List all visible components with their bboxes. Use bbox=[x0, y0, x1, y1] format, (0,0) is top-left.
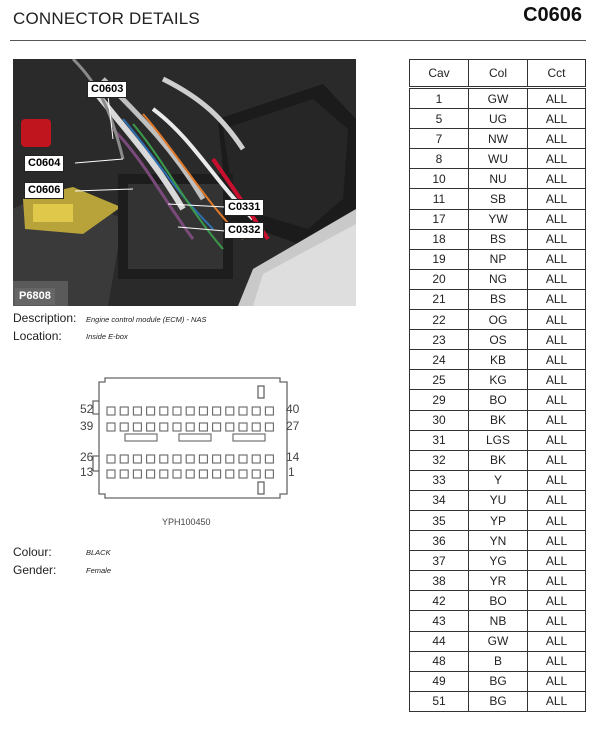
cct-cell: ALL bbox=[528, 691, 586, 711]
col-cell: OG bbox=[469, 310, 528, 330]
colour-value: BLACK bbox=[86, 548, 111, 557]
col-cell: LGS bbox=[469, 430, 528, 450]
header-divider bbox=[10, 40, 586, 41]
gender-value: Female bbox=[86, 566, 112, 575]
cct-cell: ALL bbox=[528, 129, 586, 149]
cct-cell: ALL bbox=[528, 551, 586, 571]
cav-cell: 34 bbox=[410, 490, 469, 510]
cct-cell: ALL bbox=[528, 88, 586, 109]
cct-cell: ALL bbox=[528, 510, 586, 530]
col-cell: YR bbox=[469, 571, 528, 591]
col-cell: BG bbox=[469, 671, 528, 691]
cav-cell: 18 bbox=[410, 229, 469, 249]
connector-pin bbox=[133, 423, 141, 431]
cct-cell: ALL bbox=[528, 490, 586, 510]
pin-label-40: 40 bbox=[286, 402, 300, 416]
col-cell: BO bbox=[469, 591, 528, 611]
cav-cell: 8 bbox=[410, 149, 469, 169]
cct-cell: ALL bbox=[528, 249, 586, 269]
cav-cell: 42 bbox=[410, 591, 469, 611]
callout-c0332: C0332 bbox=[224, 222, 264, 239]
cct-cell: ALL bbox=[528, 169, 586, 189]
connector-pin bbox=[173, 407, 181, 415]
table-row bbox=[410, 510, 586, 530]
connector-pin bbox=[213, 423, 221, 431]
cct-cell: ALL bbox=[528, 149, 586, 169]
col-cell: BO bbox=[469, 390, 528, 410]
col-cell: GW bbox=[469, 631, 528, 651]
table-row bbox=[410, 129, 586, 149]
description-label: Description: bbox=[13, 311, 77, 325]
connector-pin bbox=[199, 407, 207, 415]
col-cell: YN bbox=[469, 531, 528, 551]
col-cell: KB bbox=[469, 350, 528, 370]
callout-c0603: C0603 bbox=[87, 81, 127, 98]
connector-pin bbox=[186, 407, 194, 415]
pin-label-14: 14 bbox=[286, 450, 300, 464]
pin-label-26: 26 bbox=[80, 450, 94, 464]
table-row bbox=[410, 169, 586, 189]
table-header-row bbox=[410, 60, 586, 88]
connector-pin bbox=[199, 455, 207, 463]
table-row bbox=[410, 229, 586, 249]
connector-pin bbox=[147, 470, 155, 478]
connector-code: C0606 bbox=[523, 4, 582, 26]
callout-c0331: C0331 bbox=[224, 199, 264, 216]
pin-label-1: 1 bbox=[288, 465, 295, 479]
cav-cell: 22 bbox=[410, 310, 469, 330]
table-row bbox=[410, 310, 586, 330]
col-cell: Y bbox=[469, 470, 528, 490]
connector-pin bbox=[199, 423, 207, 431]
connector-pin bbox=[239, 423, 247, 431]
cav-cell: 23 bbox=[410, 330, 469, 350]
connector-pin bbox=[120, 455, 128, 463]
table-row bbox=[410, 450, 586, 470]
cav-cell: 48 bbox=[410, 651, 469, 671]
col-cell: GW bbox=[469, 88, 528, 109]
header-cav: Cav bbox=[410, 60, 469, 88]
connector-pin bbox=[160, 407, 168, 415]
cct-cell: ALL bbox=[528, 631, 586, 651]
cct-cell: ALL bbox=[528, 189, 586, 209]
header-col: Col bbox=[469, 60, 528, 88]
connector-pin bbox=[265, 455, 273, 463]
connector-face-diagram bbox=[75, 376, 315, 501]
cav-cell: 49 bbox=[410, 671, 469, 691]
connector-pin bbox=[173, 455, 181, 463]
cav-cell: 10 bbox=[410, 169, 469, 189]
cct-cell: ALL bbox=[528, 229, 586, 249]
description-value: Engine control module (ECM) - NAS bbox=[86, 315, 207, 324]
cav-cell: 43 bbox=[410, 611, 469, 631]
connector-pin bbox=[213, 470, 221, 478]
cav-cell: 7 bbox=[410, 129, 469, 149]
cav-cell: 1 bbox=[410, 88, 469, 109]
connector-pin bbox=[107, 455, 115, 463]
cav-cell: 30 bbox=[410, 410, 469, 430]
cav-cell: 35 bbox=[410, 510, 469, 530]
cav-cell: 44 bbox=[410, 631, 469, 651]
col-cell: NB bbox=[469, 611, 528, 631]
connector-pin bbox=[186, 455, 194, 463]
connector-pin bbox=[239, 470, 247, 478]
cct-cell: ALL bbox=[528, 410, 586, 430]
connector-pin bbox=[107, 423, 115, 431]
col-cell: SB bbox=[469, 189, 528, 209]
connector-pin bbox=[186, 423, 194, 431]
connector-pin bbox=[252, 455, 260, 463]
connector-pin bbox=[226, 455, 234, 463]
col-cell: YU bbox=[469, 490, 528, 510]
table-row bbox=[410, 88, 586, 109]
col-cell: UG bbox=[469, 109, 528, 129]
connector-pin bbox=[239, 455, 247, 463]
connector-pin bbox=[147, 455, 155, 463]
col-cell: KG bbox=[469, 370, 528, 390]
connector-location-photo bbox=[13, 59, 356, 306]
cct-cell: ALL bbox=[528, 209, 586, 229]
connector-pin bbox=[226, 470, 234, 478]
cav-cell: 29 bbox=[410, 390, 469, 410]
cav-cell: 21 bbox=[410, 289, 469, 309]
cct-cell: ALL bbox=[528, 571, 586, 591]
connector-pin bbox=[147, 423, 155, 431]
col-cell: NG bbox=[469, 269, 528, 289]
connector-pin bbox=[265, 407, 273, 415]
table-row bbox=[410, 470, 586, 490]
connector-pin bbox=[213, 455, 221, 463]
col-cell: OS bbox=[469, 330, 528, 350]
col-cell: BK bbox=[469, 450, 528, 470]
connector-pin bbox=[133, 470, 141, 478]
table-row bbox=[410, 551, 586, 571]
col-cell: NW bbox=[469, 129, 528, 149]
table-row bbox=[410, 149, 586, 169]
callout-c0604: C0604 bbox=[24, 155, 64, 172]
cct-cell: ALL bbox=[528, 370, 586, 390]
cav-cell: 5 bbox=[410, 109, 469, 129]
table-row bbox=[410, 390, 586, 410]
table-row bbox=[410, 631, 586, 651]
table-row bbox=[410, 249, 586, 269]
table-row bbox=[410, 651, 586, 671]
table-row bbox=[410, 691, 586, 711]
table-row bbox=[410, 109, 586, 129]
col-cell: YW bbox=[469, 209, 528, 229]
table-row bbox=[410, 269, 586, 289]
cav-cell: 36 bbox=[410, 531, 469, 551]
cct-cell: ALL bbox=[528, 289, 586, 309]
connector-pin bbox=[147, 407, 155, 415]
col-cell: B bbox=[469, 651, 528, 671]
cav-cell: 24 bbox=[410, 350, 469, 370]
col-cell: WU bbox=[469, 149, 528, 169]
cct-cell: ALL bbox=[528, 390, 586, 410]
cct-cell: ALL bbox=[528, 109, 586, 129]
cct-cell: ALL bbox=[528, 531, 586, 551]
page-title: CONNECTOR DETAILS bbox=[13, 9, 200, 28]
connector-pin bbox=[186, 470, 194, 478]
connector-pin bbox=[107, 407, 115, 415]
table-row bbox=[410, 289, 586, 309]
col-cell: BS bbox=[469, 289, 528, 309]
connector-pin bbox=[120, 407, 128, 415]
connector-pin bbox=[265, 423, 273, 431]
connector-pin bbox=[252, 470, 260, 478]
connector-pin bbox=[133, 407, 141, 415]
connector-pin bbox=[107, 470, 115, 478]
cav-cell: 38 bbox=[410, 571, 469, 591]
cct-cell: ALL bbox=[528, 671, 586, 691]
table-row bbox=[410, 591, 586, 611]
callout-p6808: P6808 bbox=[15, 288, 55, 305]
connector-pin bbox=[173, 423, 181, 431]
table-row bbox=[410, 370, 586, 390]
cct-cell: ALL bbox=[528, 430, 586, 450]
connector-pin bbox=[199, 470, 207, 478]
connector-face-svg bbox=[75, 376, 315, 501]
table-row bbox=[410, 330, 586, 350]
cav-cell: 33 bbox=[410, 470, 469, 490]
table-row bbox=[410, 571, 586, 591]
callout-c0606: C0606 bbox=[24, 182, 64, 199]
table-row bbox=[410, 611, 586, 631]
cav-cell: 31 bbox=[410, 430, 469, 450]
table-row bbox=[410, 531, 586, 551]
connector-pin bbox=[120, 423, 128, 431]
header-cct: Cct bbox=[528, 60, 586, 88]
location-value: Inside E-box bbox=[86, 332, 128, 341]
cav-cell: 20 bbox=[410, 269, 469, 289]
col-cell: BG bbox=[469, 691, 528, 711]
cavity-table bbox=[409, 59, 586, 712]
pin-label-52: 52 bbox=[80, 402, 94, 416]
colour-label: Colour: bbox=[13, 545, 52, 559]
cct-cell: ALL bbox=[528, 269, 586, 289]
cct-cell: ALL bbox=[528, 330, 586, 350]
connector-pin bbox=[160, 423, 168, 431]
connector-pin bbox=[133, 455, 141, 463]
cav-cell: 37 bbox=[410, 551, 469, 571]
table-row bbox=[410, 209, 586, 229]
col-cell: NU bbox=[469, 169, 528, 189]
cct-cell: ALL bbox=[528, 450, 586, 470]
col-cell: YG bbox=[469, 551, 528, 571]
connector-pin bbox=[226, 407, 234, 415]
connector-pin bbox=[160, 470, 168, 478]
cct-cell: ALL bbox=[528, 611, 586, 631]
table-row bbox=[410, 430, 586, 450]
connector-pin bbox=[160, 455, 168, 463]
table-row bbox=[410, 350, 586, 370]
col-cell: BK bbox=[469, 410, 528, 430]
table-row bbox=[410, 189, 586, 209]
cct-cell: ALL bbox=[528, 350, 586, 370]
col-cell: YP bbox=[469, 510, 528, 530]
cav-cell: 25 bbox=[410, 370, 469, 390]
connector-pin bbox=[252, 423, 260, 431]
pin-label-27: 27 bbox=[286, 419, 300, 433]
col-cell: NP bbox=[469, 249, 528, 269]
connector-pin bbox=[239, 407, 247, 415]
location-label: Location: bbox=[13, 329, 62, 343]
gender-label: Gender: bbox=[13, 563, 57, 577]
pin-label-39: 39 bbox=[80, 419, 94, 433]
connector-pin bbox=[173, 470, 181, 478]
table-row bbox=[410, 490, 586, 510]
table-row bbox=[410, 410, 586, 430]
pin-label-13: 13 bbox=[80, 465, 94, 479]
cct-cell: ALL bbox=[528, 591, 586, 611]
cav-cell: 17 bbox=[410, 209, 469, 229]
connector-pin bbox=[213, 407, 221, 415]
cav-cell: 19 bbox=[410, 249, 469, 269]
cav-cell: 32 bbox=[410, 450, 469, 470]
connector-pin bbox=[120, 470, 128, 478]
connector-pin bbox=[226, 423, 234, 431]
col-cell: BS bbox=[469, 229, 528, 249]
connector-pin bbox=[252, 407, 260, 415]
cct-cell: ALL bbox=[528, 310, 586, 330]
cav-cell: 11 bbox=[410, 189, 469, 209]
cct-cell: ALL bbox=[528, 470, 586, 490]
connector-reference-number: YPH100450 bbox=[162, 517, 211, 527]
table-row bbox=[410, 671, 586, 691]
cct-cell: ALL bbox=[528, 651, 586, 671]
cav-cell: 51 bbox=[410, 691, 469, 711]
connector-pin bbox=[265, 470, 273, 478]
engine-bay-photo-illustration bbox=[13, 59, 356, 306]
